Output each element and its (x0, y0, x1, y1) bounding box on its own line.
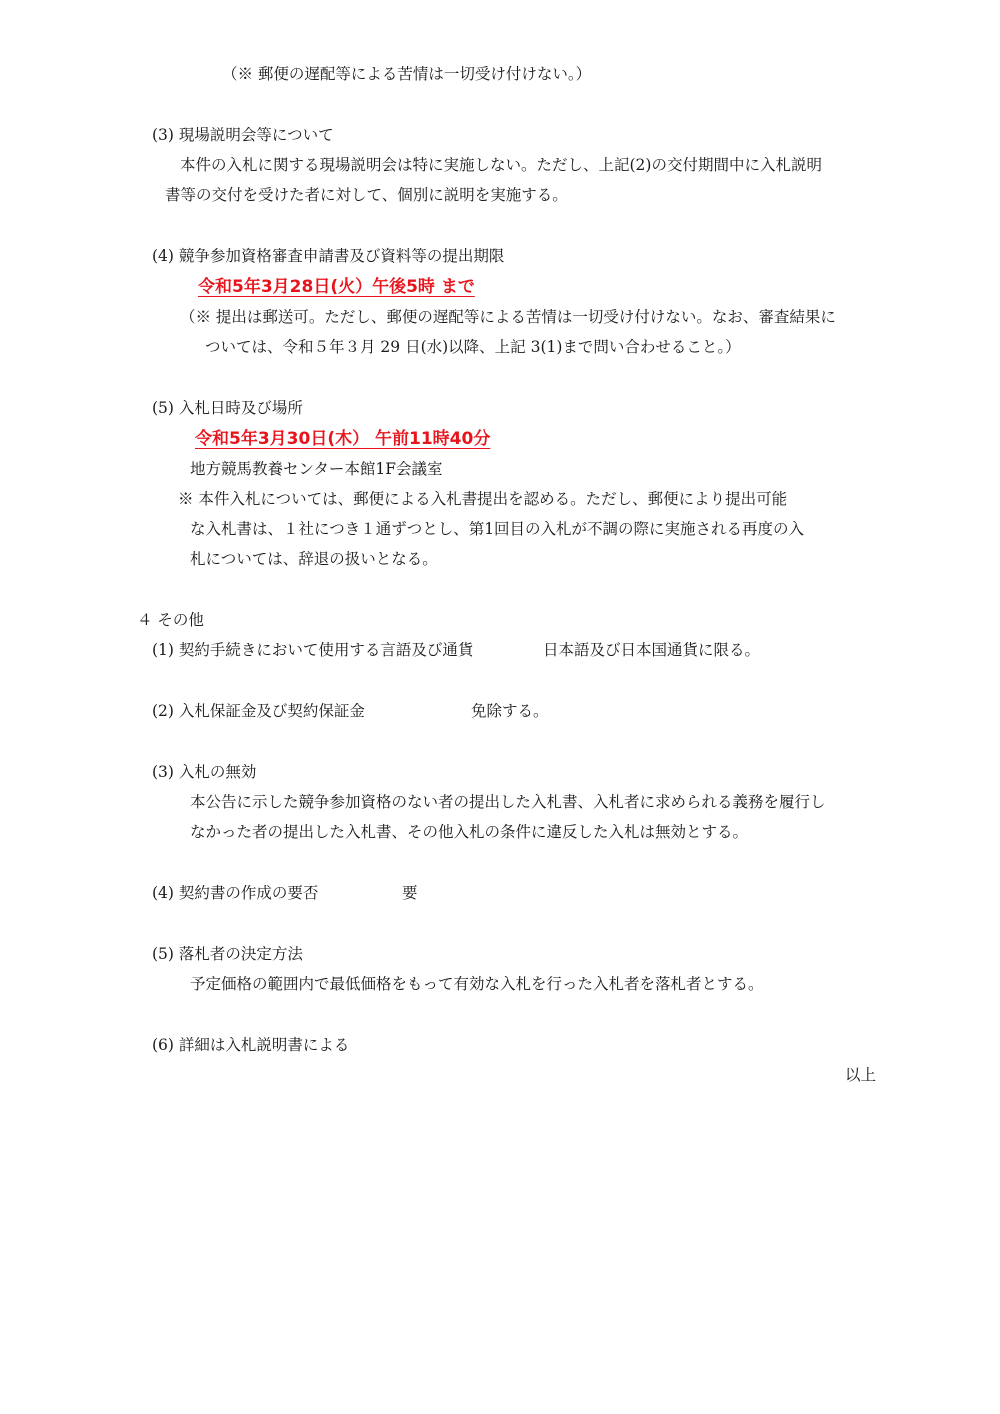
item-5-body: 予定価格の範囲内で最低価格をもって有効な入札を行った入札者を落札者とする。 (190, 975, 764, 993)
item-2-value: 免除する。 (471, 702, 549, 720)
section-3-body-line-2: 書等の交付を受けた者に対して、個別に説明を実施する。 (165, 186, 568, 204)
section-4-heading: (4) 競争参加資格審査申請書及び資料等の提出期限 (152, 247, 505, 265)
section-3-heading: (3) 現場説明会等について (152, 126, 334, 144)
section-4-note-line-2: ついては、令和５年３月 29 日(水)以降、上記 3(1)まで問い合わせること。） (205, 338, 741, 356)
item-4-value: 要 (402, 884, 418, 902)
item-1-value: 日本語及び日本国通貨に限る。 (543, 641, 761, 659)
item-3-body-line-1: 本公告に示した競争参加資格のない者の提出した入札書、入札者に求められる義務を履行し (190, 793, 826, 811)
item-3-heading: (3) 入札の無効 (152, 763, 257, 781)
item-3-body-line-2: なかった者の提出した入札書、その他入札の条件に違反した入札は無効とする。 (190, 823, 749, 841)
section-4-note-line-1: （※ 提出は郵送可。ただし、郵便の遅配等による苦情は一切受け付けない。なお、審査結果に (180, 308, 836, 326)
section-5-note-line-3: 札については、辞退の扱いとなる。 (190, 550, 438, 568)
section-3-body-line-1: 本件の入札に関する現場説明会は特に実施しない。ただし、上記(2)の交付期間中に入札説明 (180, 156, 822, 174)
item-1-label: (1) 契約手続きにおいて使用する言語及び通貨 (152, 641, 474, 659)
submission-deadline: 令和5年3月28日(火）午後5時 まで (198, 277, 475, 297)
section-5-note-line-1: ※ 本件入札については、郵便による入札書提出を認める。ただし、郵便により提出可能 (178, 490, 788, 508)
bid-datetime: 令和5年3月30日(木） 午前11時40分 (195, 429, 491, 449)
other-heading: ４ その他 (137, 611, 204, 629)
item-4-label: (4) 契約書の作成の要否 (152, 884, 319, 902)
bid-place: 地方競馬教養センター本館1F会議室 (190, 460, 443, 478)
section-5-heading: (5) 入札日時及び場所 (152, 399, 303, 417)
closing-word: 以上 (845, 1066, 877, 1084)
section-5-note-line-2: な入札書は、１社につき１通ずつとし、第1回目の入札が不調の際に実施される再度の入 (190, 520, 805, 538)
top-note: （※ 郵便の遅配等による苦情は一切受け付けない。） (222, 65, 592, 83)
item-2-label: (2) 入札保証金及び契約保証金 (152, 702, 365, 720)
item-5-heading: (5) 落札者の決定方法 (152, 945, 303, 963)
item-6: (6) 詳細は入札説明書による (152, 1036, 350, 1054)
